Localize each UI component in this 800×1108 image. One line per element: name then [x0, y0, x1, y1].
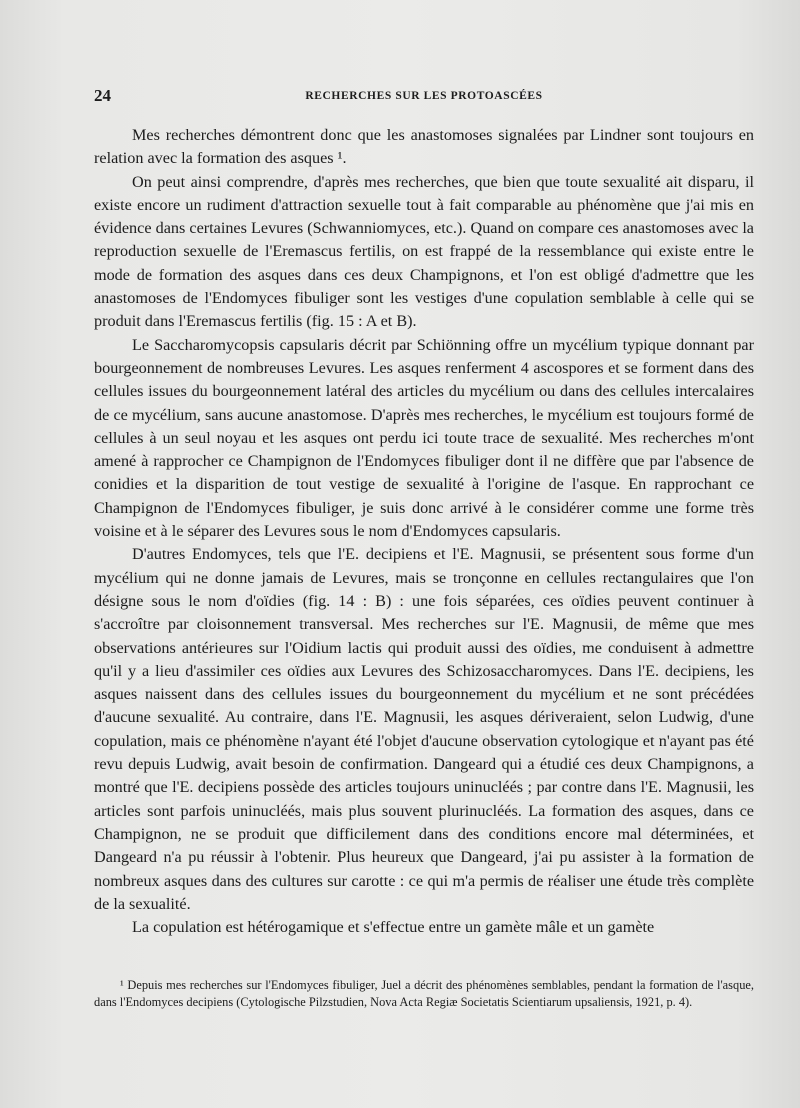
paragraph: On peut ainsi comprendre, d'après mes recherches, que bien que toute sexualité ait disparu, il existe encore un rudiment d'attraction sexuelle tout à fait comparable au phénomène que j'ai mis en évidence dans certaines Levures (Schwanniomyces, etc.). Quand on compare ces anastomoses avec la reproduction sexuelle de l'Eremascus fertilis, on est frappé de la ressemblance qui existe entre le mode de formation des asques dans ces deux Champignons, et l'on est obligé d'admettre que les anastomoses de l'Endomyces fibuliger sont les vestiges d'une copulation semblable à celle qui se produit dans l'Eremascus fertilis (fig. 15 : A et B).	[94, 172, 754, 331]
paragraph: La copulation est hétérogamique et s'effectue entre un gamète mâle et un gamète	[132, 918, 655, 937]
paragraph: Mes recherches démontrent donc que les anastomoses signalées par Lindner sont toujours en relation avec la formation des asques ¹.	[94, 126, 754, 168]
footnote: ¹ Depuis mes recherches sur l'Endomyces fibuliger, Juel a décrit des phénomènes semblables, pendant la formation de l'asque, dans l'Endomyces decipiens (Cytologische Pilzstudien, Nova Acta Regiæ Societatis Scientiarum upsaliensis, 1921, p. 4).	[94, 978, 754, 1009]
page-number: 24	[94, 86, 111, 105]
paragraph: D'autres Endomyces, tels que l'E. decipiens et l'E. Magnusii, se présentent sous forme d'un mycélium qui ne donne jamais de Levures, mais se tronçonne en cellules rectangulaires que l'on désigne sous le nom d'oïdies (fig. 14 : B) : une fois séparées, ces oïdies peuvent continuer à s'accroître par cloisonnement transversal. Mes recherches sur l'E. Magnusii, de même que mes observations antérieures sur l'Oidium lactis qui produit aussi des oïdies, me conduisent à admettre qu'il y a lieu d'assimiler ces oïdies aux Levures des Schizosaccharomyces. Dans l'E. decipiens, les asques naissent dans des cellules issues du bourgeonnement du mycélium et ne sont précédées d'aucune sexualité. Au contraire, dans l'E. Magnusii, les asques dériveraient, selon Ludwig, d'une copulation, mais ce phénomène n'ayant été l'objet d'aucune observation cytologique et n'ayant pas été revu depuis Ludwig, avait besoin de confirmation. Dangeard qui a étudié ces deux Champignons, a montré que l'E. decipiens possède des articles toujours uninucléés ; par contre dans l'E. Magnusii, les articles sont parfois uninucléés, mais plus souvent plurinucléés. La formation des asques, dans ce Champignon, ne se produit que difficilement dans des conditions encore mal déterminées, et Dangeard n'a pu réussir à l'obtenir. Plus heureux que Dangeard, j'ai pu assister à la formation de nombreux asques dans des cultures sur carotte : ce qui m'a permis de réaliser une étude très complète de la sexualité.	[94, 545, 754, 913]
body-text	[94, 124, 754, 939]
footnotes	[94, 977, 754, 1010]
running-title: RECHERCHES SUR LES PROTOASCÉES	[305, 90, 543, 102]
page-header	[94, 86, 754, 110]
paragraph: Le Saccharomycopsis capsularis décrit par Schiönning offre un mycélium typique donnant par bourgeonnement de nombreuses Levures. Les asques renferment 4 ascospores et se forment dans des cellules issues du bourgeonnement latéral des articles du mycélium ou dans des cellules intercalaires de ce mycélium, sans aucune anastomose. D'après mes recherches, le mycélium est toujours formé de cellules à un seul noyau et les asques ont perdu ici toute trace de sexualité. Mes recherches m'ont amené à rapprocher ce Champignon de l'Endomyces fibuliger dont il ne diffère que par l'absence de conidies et la disparition de tout vestige de sexualité à l'origine de l'asque. En rapprochant ce Champignon de l'Endomyces fibuliger, je suis donc arrivé à le considérer comme une forme très voisine et à le séparer des Levures sous le nom d'Endomyces capsularis.	[94, 335, 754, 541]
